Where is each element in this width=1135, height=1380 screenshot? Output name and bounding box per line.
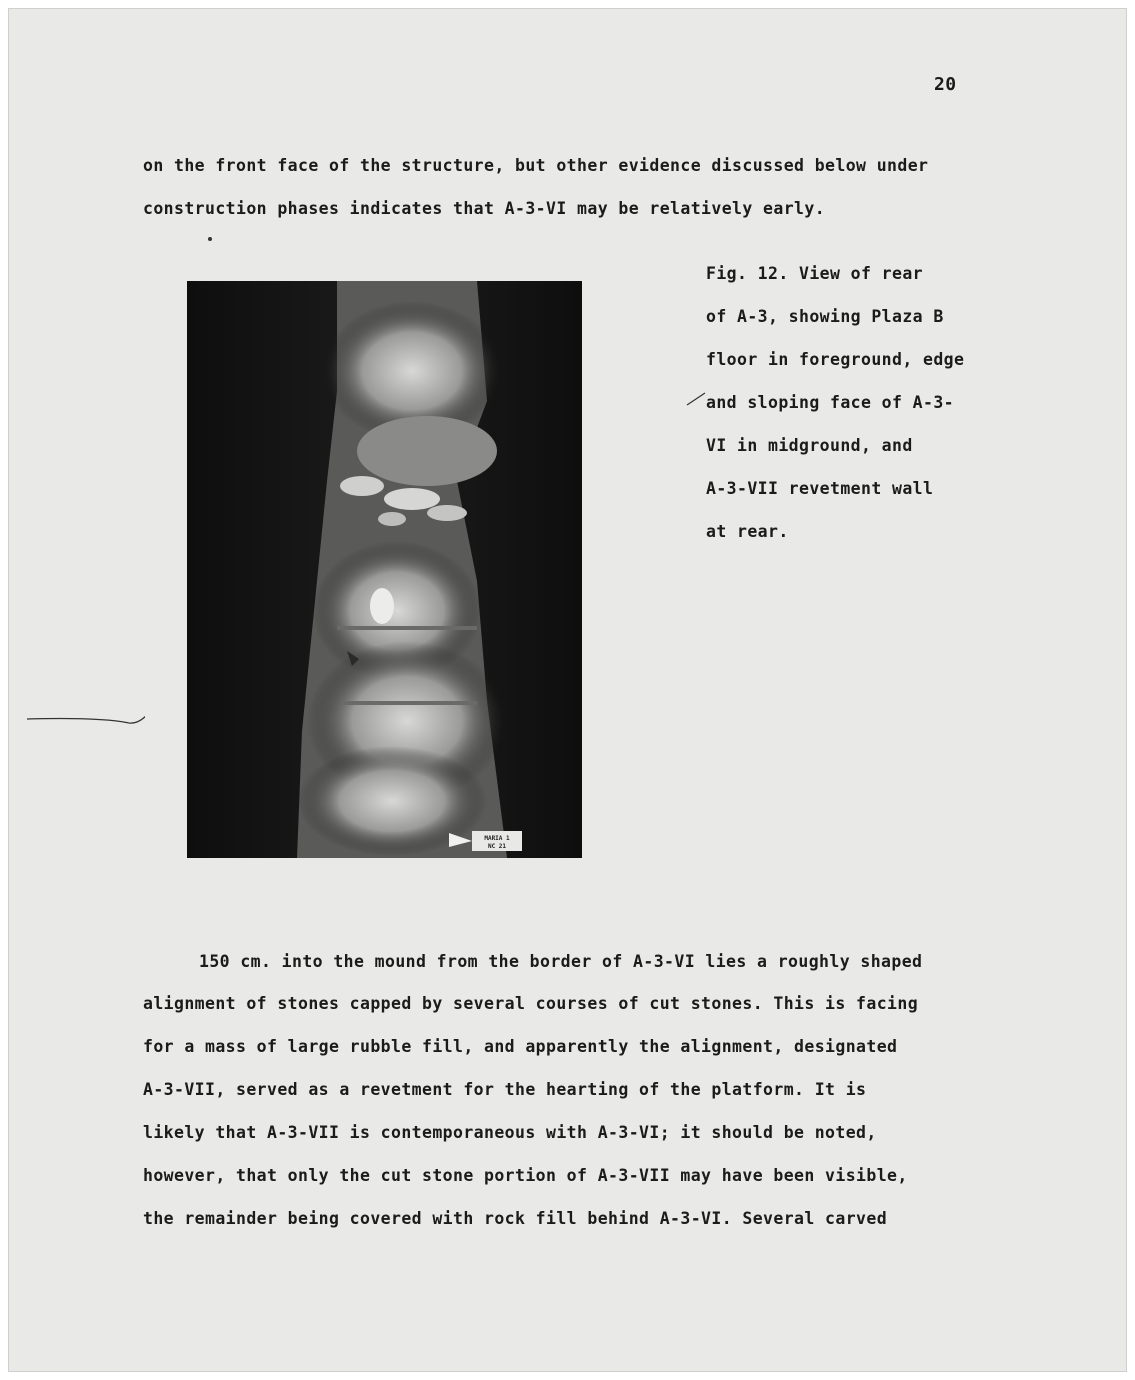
caption-line: floor in foreground, edge bbox=[706, 350, 965, 369]
text-line: A-3-VII, served as a revetment for the hearting of the platform. It is bbox=[143, 1080, 867, 1099]
text-line: 150 cm. into the mound from the border of A-3-VI lies a roughly shaped bbox=[199, 952, 923, 971]
caption-line: and sloping face of A-3- bbox=[706, 393, 955, 412]
text-line: for a mass of large rubble fill, and apparently the alignment, designated bbox=[143, 1037, 898, 1056]
caption-line: of A-3, showing Plaza B bbox=[706, 307, 944, 326]
pen-tick-mark bbox=[685, 391, 709, 407]
caption-line: A-3-VII revetment wall bbox=[706, 479, 934, 498]
figure-photo bbox=[187, 281, 582, 858]
text-line: alignment of stones capped by several courses of cut stones. This is facing bbox=[143, 994, 919, 1013]
caption-line: VI in midground, and bbox=[706, 436, 913, 455]
caption-line: at rear. bbox=[706, 522, 789, 541]
caption-line: Fig. 12. View of rear bbox=[706, 264, 924, 283]
text-line: likely that A-3-VII is contemporaneous with A-3-VI; it should be noted, bbox=[143, 1123, 877, 1142]
text-line: on the front face of the structure, but other evidence discussed below under bbox=[143, 156, 929, 175]
photo-label-line: NC 21 bbox=[487, 843, 507, 850]
page-number: 20 bbox=[934, 74, 957, 95]
text-line: however, that only the cut stone portion of A-3-VII may have been visible, bbox=[143, 1166, 908, 1185]
speck-mark bbox=[206, 235, 214, 243]
scanned-page bbox=[8, 8, 1127, 1372]
photo-label-line: MARIA 1 bbox=[484, 835, 510, 842]
text-line: the remainder being covered with rock fill behind A-3-VI. Several carved bbox=[143, 1209, 888, 1228]
text-line: construction phases indicates that A-3-VI may be relatively early. bbox=[143, 199, 826, 218]
pen-stroke-mark bbox=[25, 709, 145, 731]
